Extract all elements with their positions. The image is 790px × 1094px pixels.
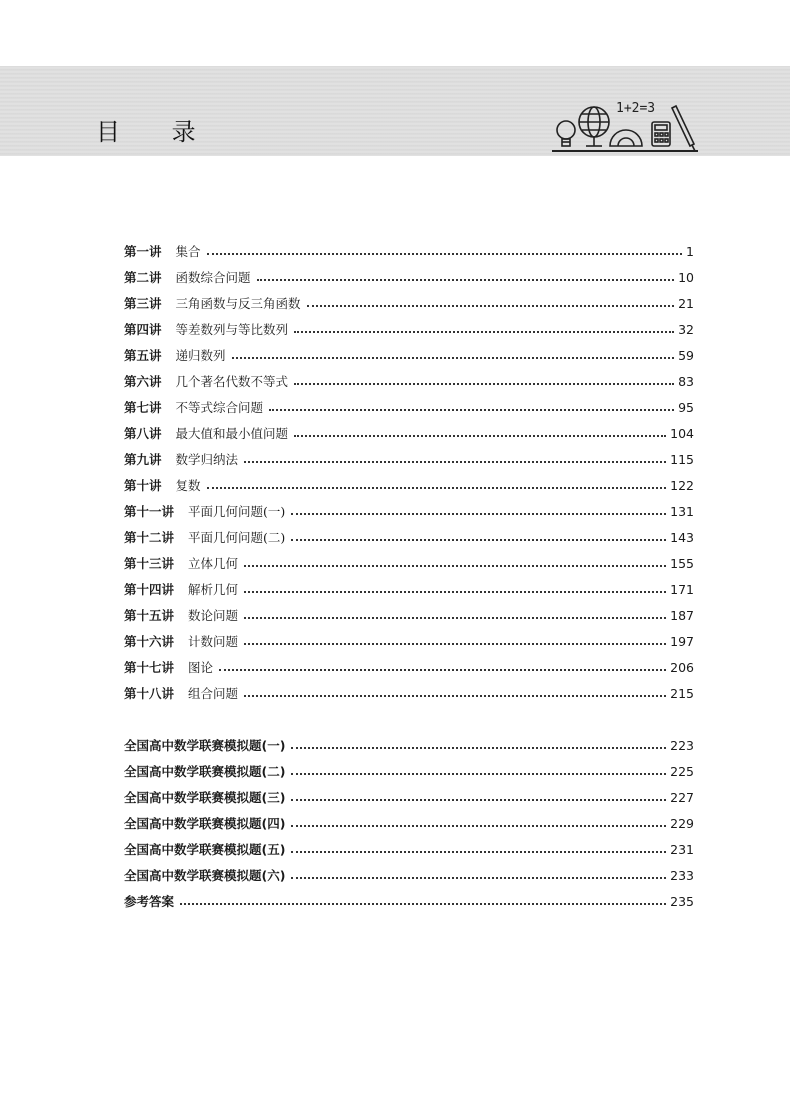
leader-dots	[291, 746, 666, 749]
chapter-title: 复数	[175, 478, 201, 493]
chapter-label: 第十七讲	[124, 660, 175, 675]
page-number: 197	[670, 633, 694, 649]
page-number: 227	[670, 789, 694, 805]
leader-dots	[244, 642, 666, 645]
chapter-label: 第六讲	[124, 374, 162, 389]
page-number: 215	[670, 685, 694, 701]
chapter-label: 第三讲	[124, 296, 162, 311]
leader-dots	[219, 668, 666, 671]
chapter-title: 集合	[175, 244, 201, 259]
page-number: 229	[670, 815, 694, 831]
appendix-title: 全国高中数学联赛模拟题(三)	[124, 790, 286, 805]
toc-entry[interactable]	[124, 602, 694, 628]
toc-entry[interactable]	[124, 420, 694, 446]
pencil-icon	[672, 106, 695, 151]
appendix-title: 参考答案	[124, 894, 175, 909]
chapter-label: 第一讲	[124, 244, 162, 259]
toc-entry[interactable]	[124, 810, 694, 836]
page-number: 83	[678, 373, 694, 389]
chapter-title: 数论问题	[188, 608, 239, 623]
chapter-label: 第八讲	[124, 426, 162, 441]
toc-entry[interactable]	[124, 836, 694, 862]
toc-entry[interactable]	[124, 680, 694, 706]
page-number: 32	[678, 321, 694, 337]
leader-dots	[294, 382, 674, 385]
page-number: 122	[670, 477, 694, 493]
chapter-title: 计数问题	[188, 634, 239, 649]
chapter-list	[124, 238, 694, 706]
page-number: 155	[670, 555, 694, 571]
toc-entry[interactable]	[124, 628, 694, 654]
page-number: 206	[670, 659, 694, 675]
math-doodle-illustration	[548, 98, 700, 156]
leader-dots	[291, 798, 666, 801]
light-bulb-icon	[557, 121, 575, 146]
chapter-title: 平面几何问题(一)	[188, 504, 286, 519]
globe-icon	[579, 107, 609, 146]
toc-entry[interactable]	[124, 368, 694, 394]
chapter-label: 第十四讲	[124, 582, 175, 597]
toc-entry[interactable]	[124, 264, 694, 290]
appendix-title: 全国高中数学联赛模拟题(六)	[124, 868, 286, 883]
chapter-label: 第十八讲	[124, 686, 175, 701]
chapter-label: 第二讲	[124, 270, 162, 285]
leader-dots	[294, 434, 666, 437]
toc-entry[interactable]	[124, 732, 694, 758]
chapter-title: 平面几何问题(二)	[188, 530, 286, 545]
chapter-title: 最大值和最小值问题	[175, 426, 289, 441]
appendix-title: 全国高中数学联赛模拟题(五)	[124, 842, 286, 857]
toc-entry[interactable]	[124, 316, 694, 342]
chapter-label: 第九讲	[124, 452, 162, 467]
table-of-contents	[124, 238, 694, 914]
leader-dots	[244, 460, 666, 463]
page-number: 171	[670, 581, 694, 597]
leader-dots	[244, 616, 666, 619]
toc-entry[interactable]	[124, 342, 694, 368]
page-number: 21	[678, 295, 694, 311]
chapter-title: 递归数列	[175, 348, 226, 363]
leader-dots	[244, 590, 666, 593]
toc-entry[interactable]	[124, 888, 694, 914]
chapter-title: 立体几何	[188, 556, 239, 571]
toc-entry[interactable]	[124, 394, 694, 420]
chapter-label: 第七讲	[124, 400, 162, 415]
leader-dots	[291, 850, 666, 853]
page-title: 目 录	[96, 118, 218, 146]
page-number: 231	[670, 841, 694, 857]
page-number: 225	[670, 763, 694, 779]
leader-dots	[232, 356, 675, 359]
leader-dots	[291, 512, 666, 515]
toc-entry[interactable]	[124, 654, 694, 680]
chapter-label: 第五讲	[124, 348, 162, 363]
toc-entry[interactable]	[124, 576, 694, 602]
page-number: 115	[670, 451, 694, 467]
leader-dots	[257, 278, 675, 281]
toc-entry[interactable]	[124, 238, 694, 264]
chapter-title: 几个著名代数不等式	[175, 374, 289, 389]
toc-entry[interactable]	[124, 862, 694, 888]
toc-entry[interactable]	[124, 446, 694, 472]
toc-entry[interactable]	[124, 758, 694, 784]
leader-dots	[269, 408, 674, 411]
toc-entry[interactable]	[124, 472, 694, 498]
chapter-title: 三角函数与反三角函数	[175, 296, 301, 311]
chapter-title: 不等式综合问题	[175, 400, 264, 415]
svg-text:1+2=3: 1+2=3	[616, 101, 656, 116]
chapter-title: 图论	[188, 660, 214, 675]
chapter-title: 解析几何	[188, 582, 239, 597]
toc-entry[interactable]	[124, 524, 694, 550]
page-number: 104	[670, 425, 694, 441]
chapter-label: 第十五讲	[124, 608, 175, 623]
chapter-label: 第十讲	[124, 478, 162, 493]
leader-dots	[207, 252, 682, 255]
appendix-title: 全国高中数学联赛模拟题(一)	[124, 738, 286, 753]
leader-dots	[291, 538, 666, 541]
appendix-title: 全国高中数学联赛模拟题(四)	[124, 816, 286, 831]
toc-entry[interactable]	[124, 498, 694, 524]
page-number: 143	[670, 529, 694, 545]
page-number: 233	[670, 867, 694, 883]
protractor-icon	[610, 130, 642, 146]
leader-dots	[207, 486, 667, 489]
leader-dots	[291, 876, 666, 879]
chapter-title: 组合问题	[188, 686, 239, 701]
leader-dots	[244, 694, 666, 697]
leader-dots	[244, 564, 666, 567]
leader-dots	[180, 902, 666, 905]
chapter-title: 函数综合问题	[175, 270, 251, 285]
appendix-title: 全国高中数学联赛模拟题(二)	[124, 764, 286, 779]
appendix-list	[124, 732, 694, 914]
chapter-label: 第十一讲	[124, 504, 175, 519]
chapter-label: 第四讲	[124, 322, 162, 337]
page-number: 10	[678, 269, 694, 285]
chapter-title: 等差数列与等比数列	[175, 322, 289, 337]
chapter-label: 第十二讲	[124, 530, 175, 545]
leader-dots	[291, 772, 666, 775]
leader-dots	[294, 330, 674, 333]
chapter-title: 数学归纳法	[175, 452, 239, 467]
page-number: 1	[686, 243, 694, 259]
page-number: 131	[670, 503, 694, 519]
page-number: 95	[678, 399, 694, 415]
page-number: 235	[670, 893, 694, 909]
page-number: 59	[678, 347, 694, 363]
toc-entry[interactable]	[124, 290, 694, 316]
toc-entry[interactable]	[124, 784, 694, 810]
page-number: 187	[670, 607, 694, 623]
chapter-label: 第十三讲	[124, 556, 175, 571]
leader-dots	[291, 824, 666, 827]
leader-dots	[307, 304, 675, 307]
calculator-icon	[652, 122, 670, 146]
toc-entry[interactable]	[124, 550, 694, 576]
page-number: 223	[670, 737, 694, 753]
chapter-label: 第十六讲	[124, 634, 175, 649]
